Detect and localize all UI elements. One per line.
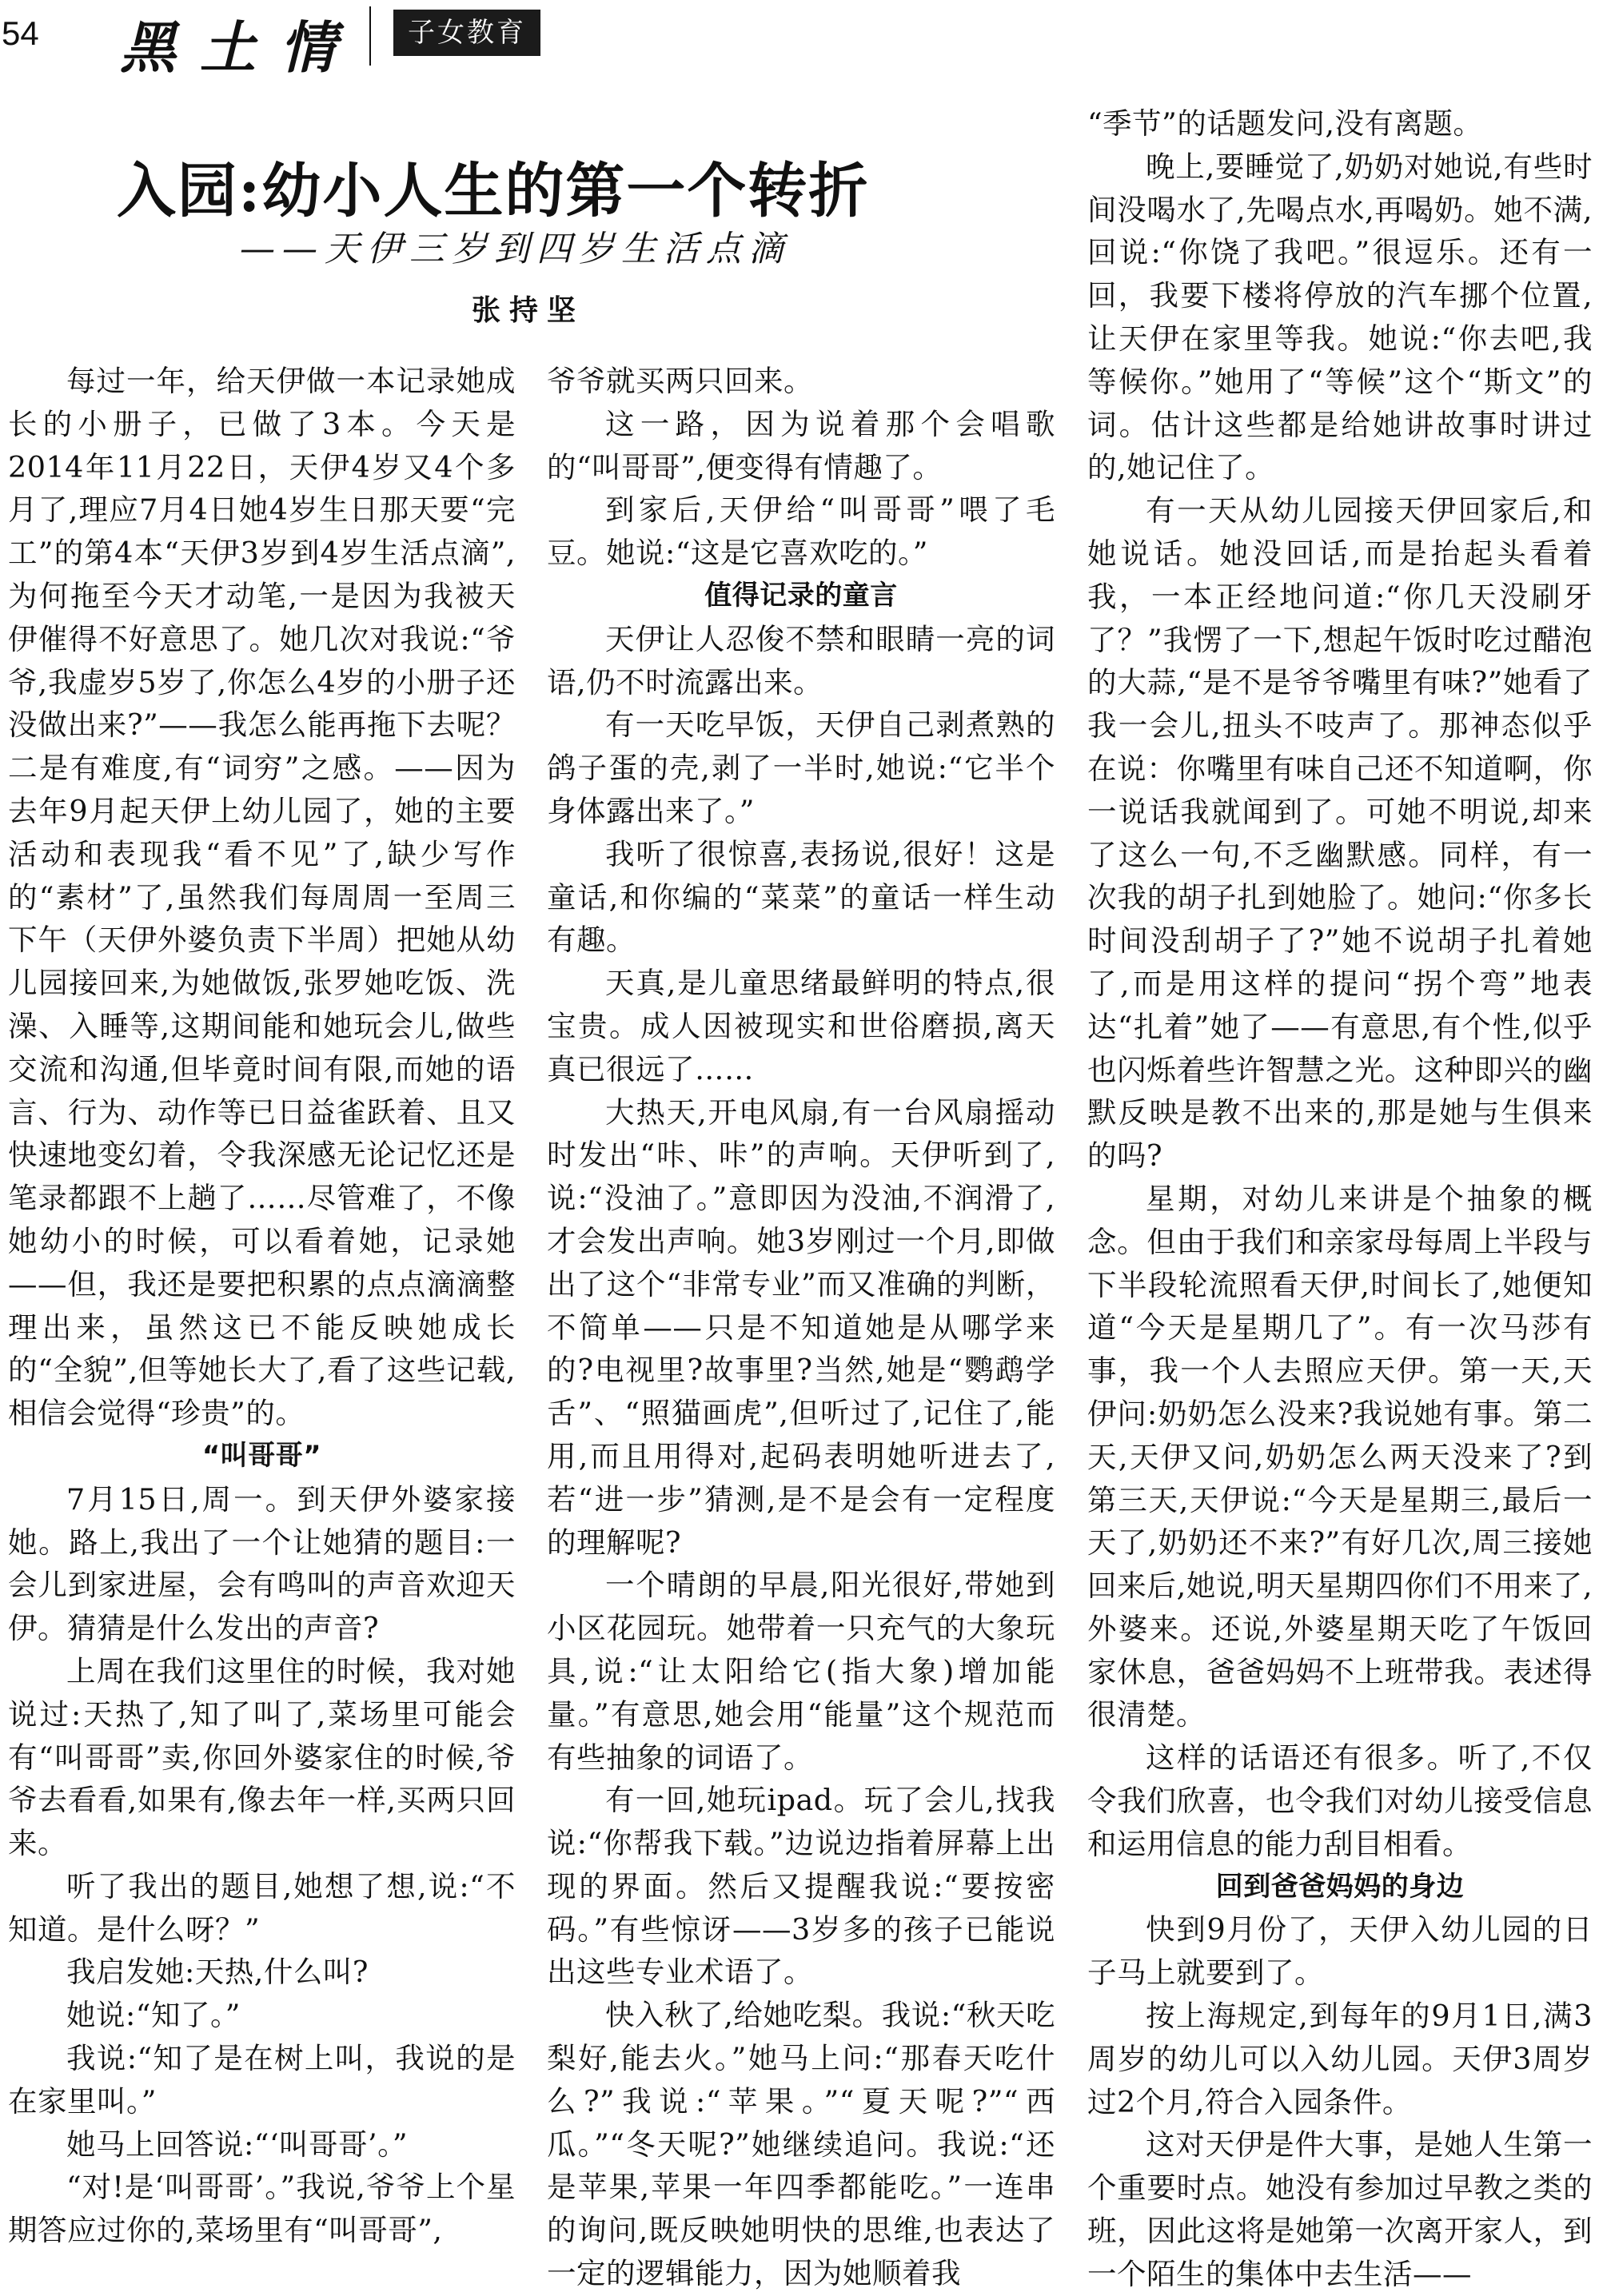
- paragraph: 我启发她:天热,什么叫?: [66, 1955, 369, 1990]
- continued-paragraph: “季节”的话题发问,没有离题。: [1087, 106, 1483, 141]
- paragraph: 每过一年，给天伊做一本记录她成长的小册子，已做了3本。今天是2014年11月22日，天伊4岁又4个多月了,理应7月4日她4岁生日那天要“完工”的第4本“天伊3岁到4岁生活点滴”,为何拖至今天才动笔,一是因为我被天伊催得不好意思了。她几次对我说:“爷爷,我虚岁5岁了,你怎么4岁的小册子还没做出来?”——我怎么能再拖下去呢？二是有难度,有“词穷”之感。——因为去年9月起天伊上幼儿园了，她的主要活动和表现我“看不见”了,缺少写作的“素材”了,虽然我们每周周一至周三下午（天伊外婆负责下半周）把她从幼儿园接回来,为她做饭,张罗她吃饭、洗澡、入睡等,这期间能和她玩会儿,做些交流和沟通,但毕竟时间有限,而她的语言、行为、动作等已日益雀跃着、且又快速地变幻着，令我深感无论记忆还是笔录都跟不上趟了……尽管难了，不像她幼小的时候，可以看着她，记录她——但，我还是要把积累的点点滴滴整理出来，虽然这已不能反映她成长的“全貌”,但等她长大了,看了这些记载,相信会觉得“珍贵”的。: [8, 364, 516, 1431]
- header-divider: [369, 6, 371, 66]
- section-heading: 值得记录的童言: [704, 579, 898, 612]
- paragraph: 这对天伊是件大事，是她人生第一个重要时点。她没有参加过早教之类的班，因此这将是她第一次离开家人，到一个陌生的集体中去生活——: [1087, 2127, 1593, 2291]
- paragraph: 她说:“知了。”: [66, 1998, 241, 2033]
- paragraph: 按上海规定,到每年的9月1日,满3周岁的幼儿可以入幼儿园。天伊3周岁过2个月,符合入园条件。: [1087, 1999, 1593, 2119]
- article-title: 入园:幼小人生的第一个转折: [117, 157, 870, 225]
- paragraph: 星期，对幼儿来讲是个抽象的概念。但由于我们和亲家母每周上半段与下半段轮流照看天伊,时间长了,她便知道“今天是星期几了”。有一次马莎有事，我一个人去照应天伊。第一天,天伊问:奶奶怎么没来?我说她有事。第二天,天伊又问,奶奶怎么两天没来了?到第三天,天伊说:“今天是星期三,最后一天了,奶奶还不来?”有好几次,周三接她回来后,她说,明天星期四你们不用来了,外婆来。还说,外婆星期天吃了午饭回家休息，爸爸妈妈不上班带我。表述得很清楚。: [1087, 1181, 1593, 1732]
- paragraph: 7月15日,周一。到天伊外婆家接她。路上,我出了一个让她猜的题目:一会儿到家进屋，会有鸣叫的声音欢迎天伊。猜猜是什么发出的声音?: [8, 1481, 516, 1646]
- paragraph: 天真,是儿童思绪最鲜明的特点,很宝贵。成人因被现实和世俗磨损,离天真已很远了……: [547, 966, 1055, 1086]
- paragraph: 大热天,开电风扇,有一台风扇摇动时发出“咔、咔”的声响。天伊听到了,说:“没油了。”意即因为没油,不润滑了,才会发出声响。她3岁刚过一个月,即做出了这个“非常专业”而又准确的判断，不简单——只是不知道她是从哪学来的?电视里?故事里?当然,她是“鹦鹉学舌”、“照猫画虎”,但听过了,记住了,能用,而且用得对,起码表明她听进去了,若“进一步”猜测,是不是会有一定程度的理解呢?: [547, 1094, 1055, 1560]
- paragraph: 我听了很惊喜,表扬说,很好！这是童话,和你编的“菜菜”的童话一样生动有趣。: [547, 836, 1055, 958]
- paragraph: 到家后,天伊给“叫哥哥”喂了毛豆。她说:“这是它喜欢吃的。”: [547, 492, 1055, 571]
- paragraph: 有一天吃早饭，天伊自己剥煮熟的鸽子蛋的壳,剥了一半时,她说:“它半个身体露出来了。”: [547, 708, 1055, 828]
- paragraph: 快到9月份了，天伊入幼儿园的日子马上就要到了。: [1087, 1912, 1593, 1991]
- article-column-3: [1087, 102, 1593, 2296]
- paragraph: 我说:“知了是在树上叫，我说的是在家里叫。”: [8, 2041, 516, 2119]
- paragraph: 快入秋了,给她吃梨。我说:“秋天吃梨好,能去火。”她马上问:“那春天吃什么?”我说:“苹果。”“夏天呢?”“西瓜。”“冬天呢?”她继续追问。我说:“还是苹果,苹果一年四季都能吃。”一连串的询问,既反映她明快的思维,也表达了一定的逻辑能力，因为她顺着我: [547, 1998, 1055, 2291]
- paragraph: 有一天从幼儿园接天伊回家后,和她说话。她没回话,而是抬起头看着我，一本正经地问道:“你几天没刷牙了？”我愣了一下,想起午饭时吃过醋泡的大蒜,“是不是爷爷嘴里有味?”她看了我一会儿,扭头不吱声了。那神态似乎在说：你嘴里有味自己还不知道啊，你一说话我就闻到了。可她不明说,却来了这么一句,不乏幽默感。同样，有一次我的胡子扎到她脸了。她问:“你多长时间没刮胡子了?”她不说胡子扎着她了,而是用这样的提问“拐个弯”地表达“扎着”她了——有意思,有个性,似乎也闪烁着些许智慧之光。这种即兴的幽默反映是教不出来的,那是她与生俱来的吗?: [1087, 493, 1593, 1174]
- paragraph: 这一路，因为说着那个会唱歌的“叫哥哥”,便变得有情趣了。: [547, 406, 1055, 484]
- section-heading: “叫哥哥”: [201, 1439, 322, 1472]
- paragraph: 听了我出的题目,她想了想,说:“不知道。是什么呀？”: [8, 1868, 516, 1947]
- paragraph: 晚上,要睡觉了,奶奶对她说,有些时间没喝水了,先喝点水,再喝奶。她不满,回说:“你饶了我吧。”很逗乐。还有一回，我要下楼将停放的汽车挪个位置,让天伊在家里等我。她说:“你去吧,我等候你。”她用了“等候”这个“斯文”的词。估计这些都是给她讲故事时讲过的,她记住了。: [1087, 149, 1593, 485]
- article-column-2: [547, 360, 1055, 2295]
- page-header: [0, 0, 1599, 80]
- section-heading: 回到爸爸妈妈的身边: [1215, 1870, 1465, 1903]
- article-column-1: [8, 360, 516, 2252]
- continued-paragraph: 爷爷就买两只回来。: [547, 364, 813, 398]
- article-author: 张持坚: [472, 293, 585, 327]
- page-number: 54: [2, 14, 39, 52]
- paragraph: 上周在我们这里住的时候，我对她说过:天热了,知了叫了,菜场里可能会有“叫哥哥”卖,你回外婆家住的时候,爷爷去看看,如果有,像去年一样,买两只回来。: [8, 1653, 516, 1861]
- paragraph: 这样的话语还有很多。听了,不仅令我们欣喜，也令我们对幼儿接受信息和运用信息的能力刮目相看。: [1087, 1740, 1593, 1861]
- paragraph: 她马上回答说:“‘叫哥哥’。”: [66, 2127, 409, 2162]
- magazine-title: 黑土情: [120, 14, 360, 81]
- paragraph: 有一回,她玩ipad。玩了会儿,找我说:“你帮我下载。”边说边指着屏幕上出现的界面。然后又提醒我说:“要按密码。”有些惊讶——3岁多的孩子已能说出这些专业术语了。: [547, 1783, 1055, 1990]
- paragraph: 天伊让人忍俊不禁和眼睛一亮的词语,仍不时流露出来。: [547, 621, 1055, 700]
- article-subtitle: ——天伊三岁到四岁生活点滴: [240, 229, 791, 269]
- section-tag: 子女教育: [393, 10, 540, 56]
- paragraph: “对!是‘叫哥哥’。”我说,爷爷上个星期答应过你的,菜场里有“叫哥哥”,: [8, 2170, 516, 2248]
- paragraph: 一个晴朗的早晨,阳光很好,带她到小区花园玩。她带着一只充气的大象玩具,说:“让太阳给它(指大象)增加能量。”有意思,她会用“能量”这个规范而有些抽象的词语了。: [547, 1568, 1055, 1775]
